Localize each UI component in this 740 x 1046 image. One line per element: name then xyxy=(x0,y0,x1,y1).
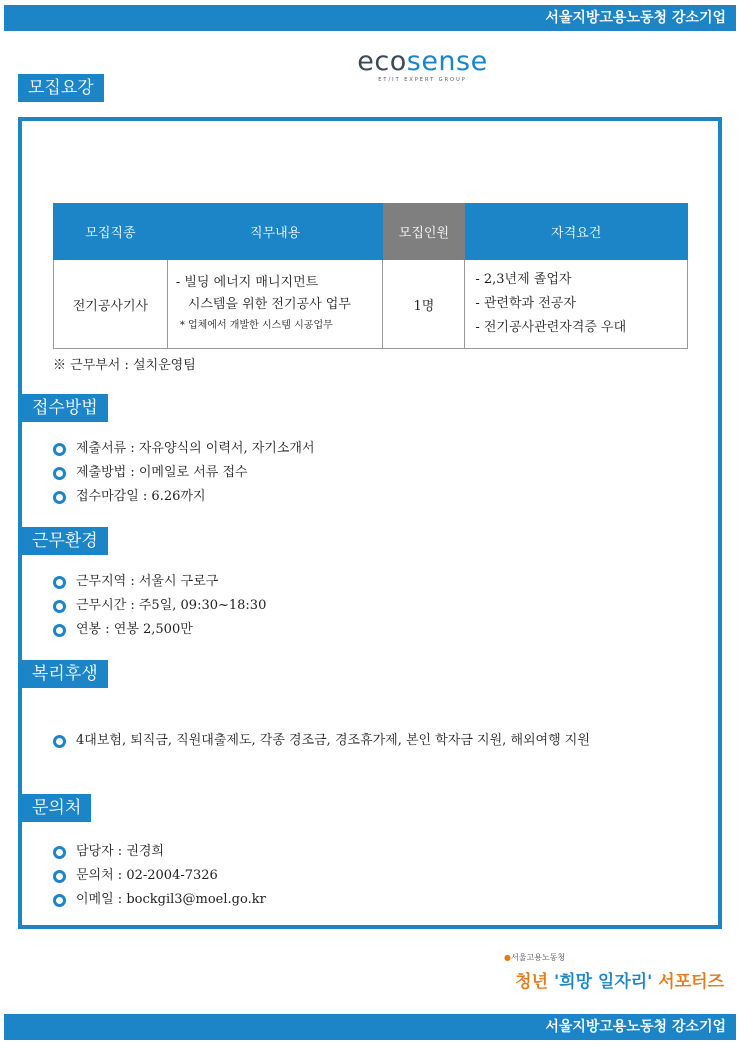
youth-supporters-logo xyxy=(496,952,724,992)
logo-wordmark xyxy=(355,48,490,76)
youth-logo-part2: '희망 일자리' xyxy=(553,972,653,992)
section-title-environment: 근무환경 xyxy=(22,527,108,555)
section-title-contact: 문의처 xyxy=(22,794,91,822)
list-item-text: 제출방법 : 이메일로 서류 접수 xyxy=(76,465,248,480)
bullet-ring-icon xyxy=(53,624,66,637)
list-item xyxy=(53,729,590,753)
table-header-cell: 자격요건 xyxy=(465,204,688,260)
duties-cell xyxy=(167,260,383,349)
list-item xyxy=(53,888,266,912)
list-item-text: 근무지역 : 서울시 구로구 xyxy=(76,574,219,589)
list-item-text: 이메일 : bockgil3@moel.go.kr xyxy=(76,892,266,907)
bullet-ring-icon xyxy=(53,576,66,589)
list-item-text: 접수마감일 : 6.26까지 xyxy=(76,489,206,504)
section-title-apply: 접수방법 xyxy=(22,394,108,422)
list-item-text: 연봉 : 연봉 2,500만 xyxy=(76,622,193,637)
duties-note: * 업체에서 개발한 시스템 시공업무 xyxy=(179,320,333,331)
bullet-ring-icon xyxy=(53,600,66,613)
section-title-welfare: 복리후생 xyxy=(22,660,108,688)
duties-line: 시스템을 위한 전기공사 업무 xyxy=(187,297,351,312)
quals-line: - 전기공사관련자격증 우대 xyxy=(475,320,627,335)
list-item-text: 담당자 : 권경희 xyxy=(76,844,164,859)
list-item-text: 문의처 : 02-2004-7326 xyxy=(76,868,218,883)
bullet-ring-icon xyxy=(53,846,66,859)
logo-word-left: eco xyxy=(357,46,407,77)
bullet-ring-icon xyxy=(53,894,66,907)
list-item xyxy=(53,461,315,485)
youth-logo-part3: 서포터즈 xyxy=(658,972,724,992)
list-item xyxy=(53,437,315,461)
quals-line: - 관련학과 전공자 xyxy=(475,296,576,311)
environment-list xyxy=(53,570,266,642)
list-item xyxy=(53,864,266,888)
section-title-recruit: 모집요강 xyxy=(18,74,104,102)
list-item xyxy=(53,485,315,509)
table-header-cell: 모집인원 xyxy=(383,204,465,260)
list-item xyxy=(53,570,266,594)
bullet-ring-icon xyxy=(53,870,66,883)
bullet-ring-icon xyxy=(53,443,66,456)
table-header-row xyxy=(54,204,688,260)
youth-logo-leaf-icon: ● xyxy=(504,953,511,962)
bullet-ring-icon xyxy=(53,467,66,480)
list-item xyxy=(53,840,266,864)
footer-bar: 서울지방고용노동청 강소기업 xyxy=(4,1014,736,1040)
logo-word-right: sense xyxy=(406,46,488,77)
list-item-text: 4대보험, 퇴직금, 직원대출제도, 각종 경조금, 경조휴가제, 본인 학자금 지원, 해외여행 지원 xyxy=(76,733,590,748)
duties-line: - 빌딩 에너지 매니지먼트 xyxy=(175,275,319,290)
dept-note: ※ 근무부서 : 설치운영팀 xyxy=(53,358,196,373)
bullet-ring-icon xyxy=(53,735,66,748)
list-item xyxy=(53,618,266,642)
bullet-ring-icon xyxy=(53,491,66,504)
welfare-list xyxy=(53,729,590,753)
apply-list xyxy=(53,437,315,509)
table-row xyxy=(54,260,688,349)
youth-logo-main-text xyxy=(496,967,724,992)
youth-logo-small-text xyxy=(496,952,724,963)
contact-list xyxy=(53,840,266,912)
list-item-text: 근무시간 : 주5일, 09:30~18:30 xyxy=(76,598,267,613)
table-header-cell: 직무내용 xyxy=(167,204,383,260)
youth-logo-ministry: 서울고용노동청 xyxy=(510,953,566,962)
list-item xyxy=(53,594,266,618)
quals-line: - 2,3년제 졸업자 xyxy=(475,272,572,287)
youth-logo-part1: 청년 xyxy=(515,972,549,992)
ecosense-logo xyxy=(355,48,490,83)
job-cell: 전기공사기사 xyxy=(54,260,168,349)
recruit-table xyxy=(53,203,688,349)
table-header-cell: 모집직종 xyxy=(54,204,168,260)
list-item-text: 제출서류 : 자유양식의 이력서, 자기소개서 xyxy=(76,441,315,456)
count-cell: 1명 xyxy=(383,260,465,349)
quals-cell xyxy=(465,260,688,349)
logo-tagline: ET/IT EXPERT GROUP xyxy=(378,77,467,83)
header-bar: 서울지방고용노동청 강소기업 xyxy=(4,5,736,31)
